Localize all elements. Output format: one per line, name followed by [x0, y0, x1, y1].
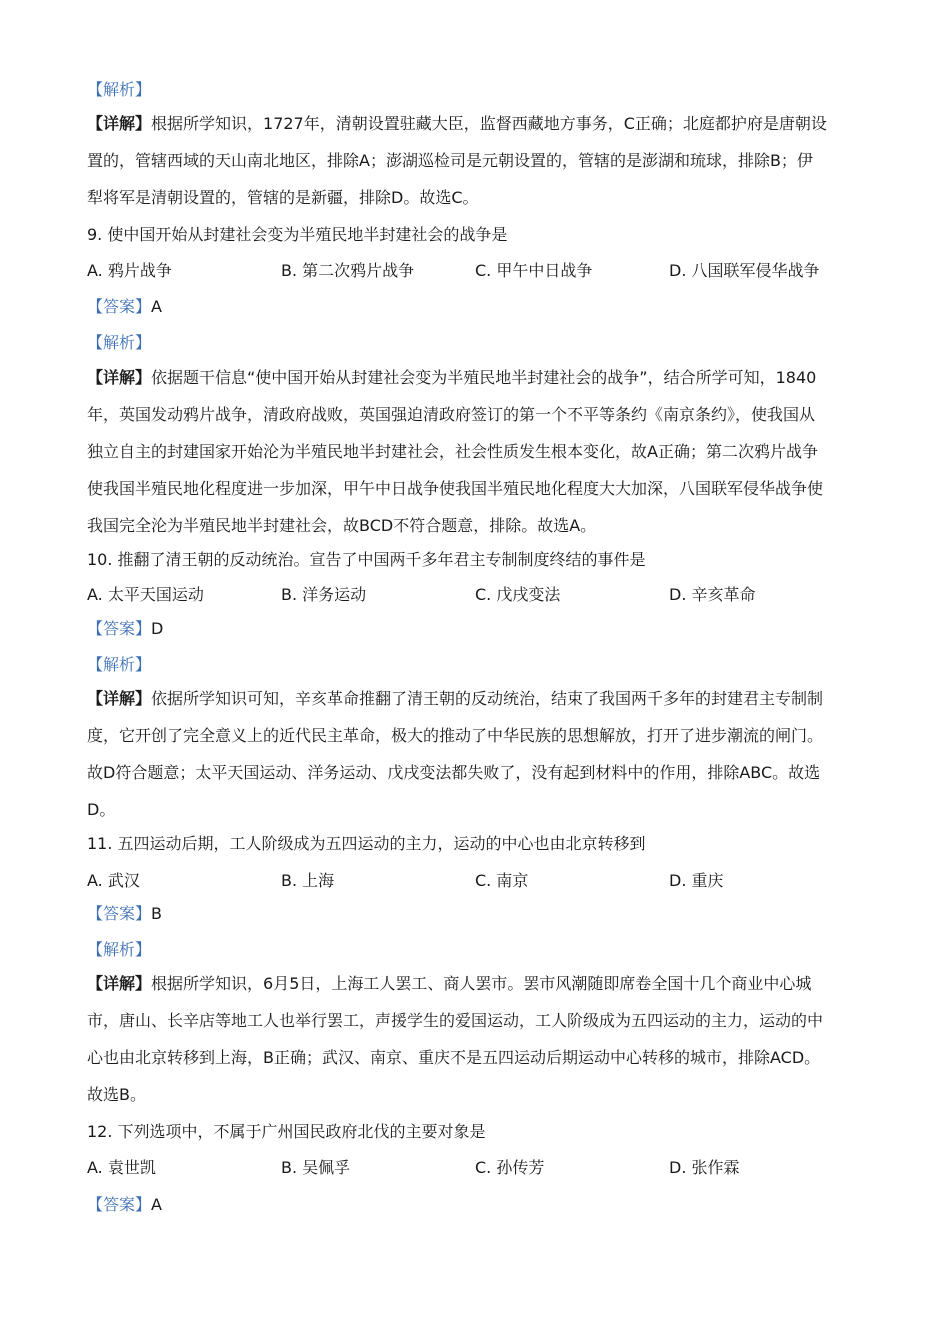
answer-label: 【答案】: [87, 1195, 152, 1214]
option-b: B. 吴佩孚: [281, 1158, 351, 1177]
detail-line: 使我国半殖民地化程度进一步加深，甲午中日战争使我国半殖民地化程度大大加深，八国联军侵华战争使: [87, 479, 824, 498]
answer-label: 【答案】: [87, 619, 152, 638]
answer-label: 【答案】: [87, 297, 152, 316]
detail-line: D。: [87, 800, 116, 819]
detail-line: 市，唐山、长辛店等地工人也举行罢工，声援学生的爱国运动，工人阶级成为五四运动的主力，运动的中: [87, 1011, 824, 1030]
question-11: 11. 五四运动后期，工人阶级成为五四运动的主力，运动的中心也由北京转移到: [87, 834, 646, 853]
detail-text: 根据所学知识，1727年，清朝设置驻藏大臣，监督西藏地方事务，C正确；北庭都护府是唐朝设: [151, 114, 827, 133]
detail-text: 依据所学知识可知，辛亥革命推翻了清王朝的反动统治，结束了我国两千多年的封建君主专制制: [151, 689, 824, 708]
detail-line: 心也由北京转移到上海，B正确；武汉、南京、重庆不是五四运动后期运动中心转移的城市，排除ACD。: [87, 1048, 821, 1067]
detail-label: 【详解】: [87, 689, 152, 708]
answer-value: B: [151, 904, 162, 923]
option-c: C. 戊戌变法: [475, 585, 561, 604]
option-c: C. 南京: [475, 871, 529, 890]
detail-text: 根据所学知识，6月5日，上海工人罢工、商人罢市。罢市风潮随即席卷全国十几个商业中心城: [151, 974, 812, 993]
answer-line: [87, 904, 867, 924]
detail-line: 故D符合题意；太平天国运动、洋务运动、戊戌变法都失败了，没有起到材料中的作用，排除ABC。故选: [87, 763, 821, 782]
detail-line: 度，它开创了完全意义上的近代民主革命，极大的推动了中华民族的思想解放，打开了进步潮流的闸门。: [87, 726, 824, 745]
analysis-label: 【解析】: [87, 80, 152, 99]
option-a: A. 太平天国运动: [87, 585, 204, 604]
answer-line: [87, 619, 867, 639]
option-b: B. 洋务运动: [281, 585, 367, 604]
answer-line: [87, 297, 867, 317]
answer-value: D: [151, 619, 164, 638]
option-d: D. 重庆: [669, 871, 724, 890]
detail-text: 依据题干信息“使中国开始从封建社会变为半殖民地半封建社会的战争”，结合所学可知，1840: [151, 368, 817, 387]
answer-value: A: [151, 297, 162, 316]
detail-label: 【详解】: [87, 974, 152, 993]
option-a: A. 武汉: [87, 871, 140, 890]
option-b: B. 上海: [281, 871, 335, 890]
option-a: A. 袁世凯: [87, 1158, 156, 1177]
detail-line: [87, 689, 867, 709]
option-d: D. 辛亥革命: [669, 585, 756, 604]
option-d: D. 张作霖: [669, 1158, 740, 1177]
analysis-label: 【解析】: [87, 333, 152, 352]
option-a: A. 鸦片战争: [87, 261, 172, 280]
analysis-label: 【解析】: [87, 655, 152, 674]
detail-line: 我国完全沦为半殖民地半封建社会，故BCD不符合题意，排除。故选A。: [87, 516, 597, 535]
detail-line: 置的，管辖西域的天山南北地区，排除A；澎湖巡检司是元朝设置的，管辖的是澎湖和琉球，排除B；伊: [87, 151, 813, 170]
question-10: 10. 推翻了清王朝的反动统治。宣告了中国两千多年君主专制制度终结的事件是: [87, 550, 646, 569]
option-c: C. 孙传芳: [475, 1158, 545, 1177]
detail-line: [87, 114, 867, 134]
detail-line: 犁将军是清朝设置的，管辖的是新疆，排除D。故选C。: [87, 188, 479, 207]
question-9: 9. 使中国开始从封建社会变为半殖民地半封建社会的战争是: [87, 225, 508, 244]
detail-label: 【详解】: [87, 368, 152, 387]
answer-value: A: [151, 1195, 162, 1214]
detail-line: 独立自主的封建国家开始沦为半殖民地半封建社会，社会性质发生根本变化，故A正确；第二次鸦片战争: [87, 442, 818, 461]
answer-label: 【答案】: [87, 904, 152, 923]
analysis-label: 【解析】: [87, 940, 152, 959]
detail-label: 【详解】: [87, 114, 152, 133]
detail-line: [87, 974, 867, 994]
option-c: C. 甲午中日战争: [475, 261, 593, 280]
detail-line: [87, 368, 867, 388]
answer-line: [87, 1195, 867, 1215]
question-12: 12. 下列选项中，不属于广州国民政府北伐的主要对象是: [87, 1122, 486, 1141]
detail-line: 年，英国发动鸦片战争，清政府战败，英国强迫清政府签订的第一个不平等条约《南京条约》，使我国从: [87, 405, 816, 424]
option-d: D. 八国联军侵华战争: [669, 261, 820, 280]
detail-line: 故选B。: [87, 1085, 146, 1104]
option-b: B. 第二次鸦片战争: [281, 261, 415, 280]
